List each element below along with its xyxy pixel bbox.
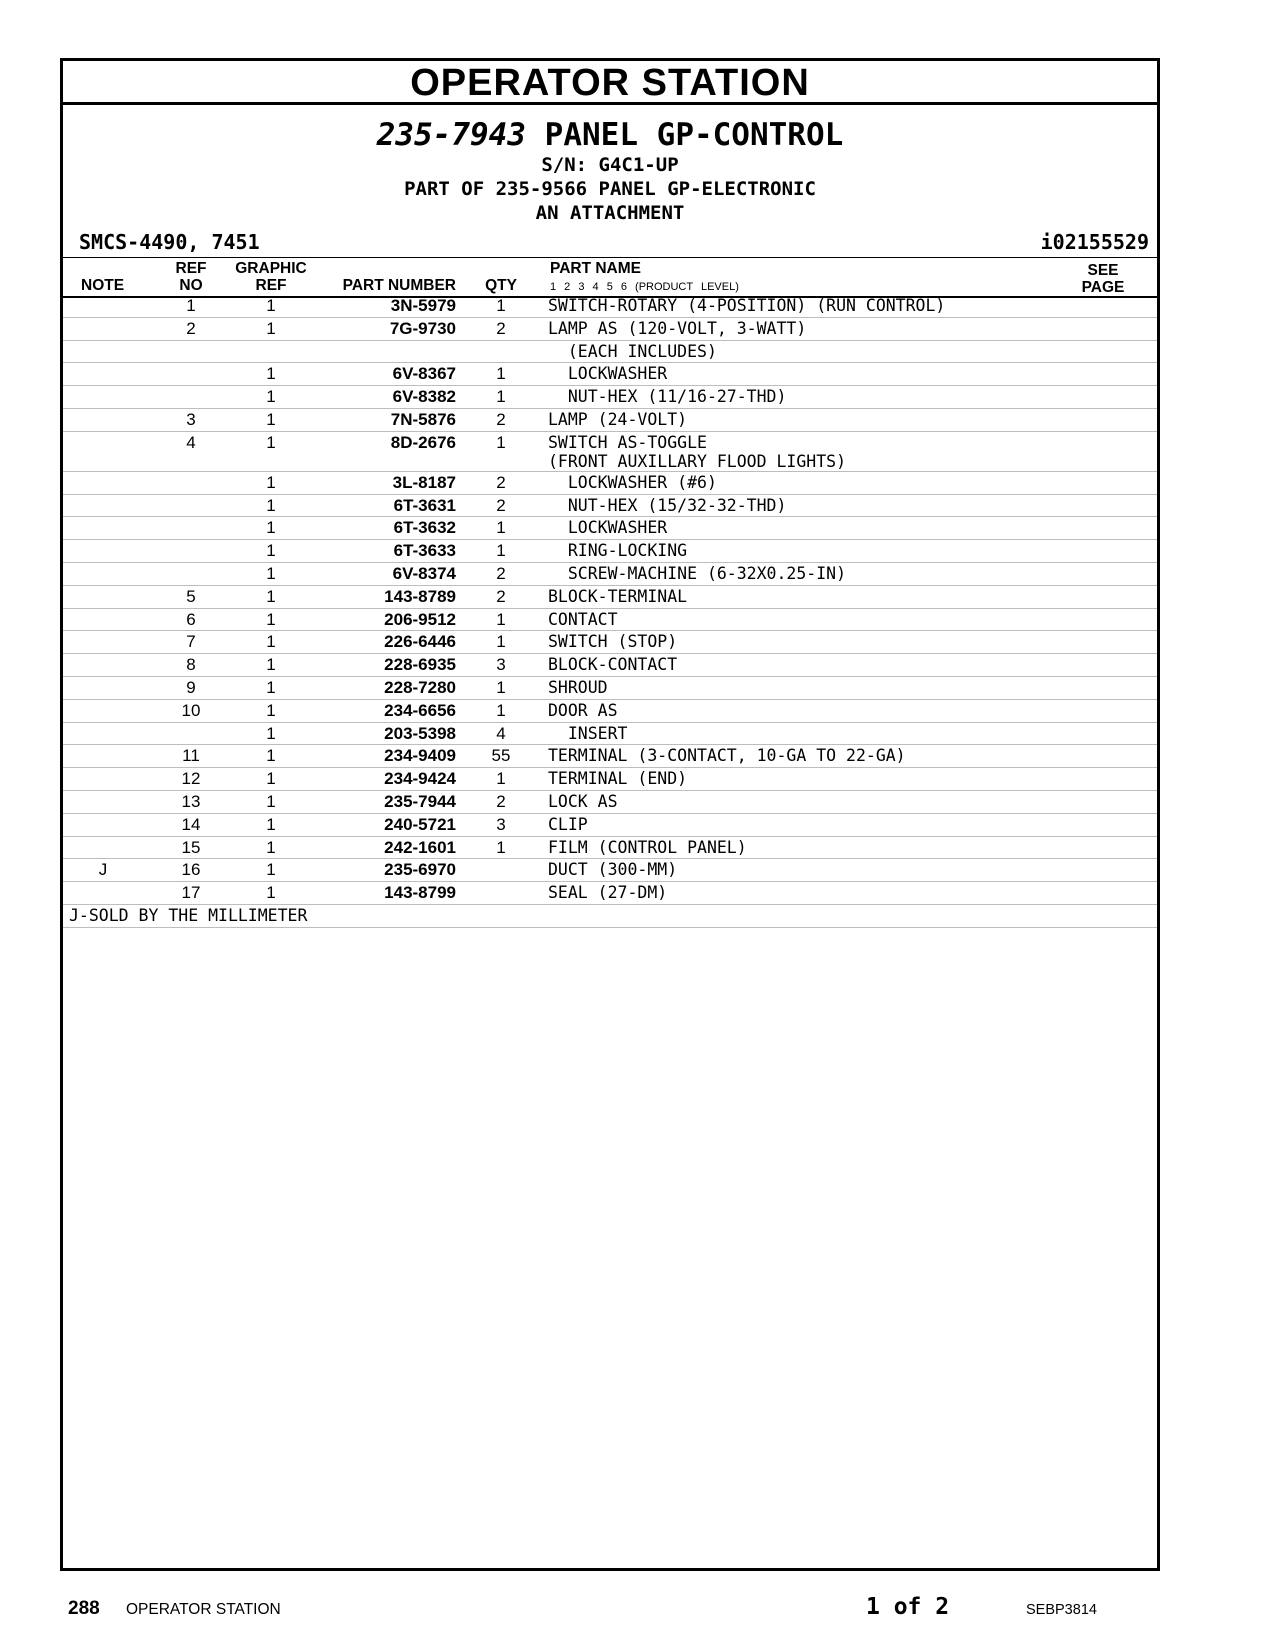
part-number-cell: 235-7944 — [384, 791, 456, 811]
ref-no-cell: 11 — [182, 746, 200, 766]
part-number-cell: 8D-2676 — [390, 432, 456, 452]
col-ref-no: REF NO — [175, 260, 207, 294]
graphic-ref-cell: 1 — [266, 472, 276, 492]
table-row — [63, 363, 1157, 386]
ref-no-cell: 2 — [186, 318, 196, 338]
qty-cell: 1 — [496, 364, 506, 384]
graphic-ref-cell: 1 — [266, 791, 276, 811]
part-name-cell: SEAL (27-DM) — [548, 883, 668, 903]
part-name-cell: FILM (CONTROL PANEL) — [548, 837, 747, 857]
graphic-ref-cell: 1 — [266, 655, 276, 675]
qty-cell: 3 — [496, 814, 506, 834]
qty-cell: 2 — [496, 495, 506, 515]
ref-no-cell: 4 — [186, 432, 196, 452]
part-number-cell: 3L-8187 — [392, 472, 456, 492]
graphic-ref-cell: 1 — [266, 632, 276, 652]
ref-no-cell: 15 — [181, 837, 201, 857]
col-part-name: PART NAME — [550, 260, 641, 277]
part-name-cell: NUT-HEX (11/16-27-THD) — [548, 387, 787, 407]
table-row — [63, 318, 1157, 341]
section-title: OPERATOR STATION — [63, 61, 1157, 105]
smcs-row — [63, 230, 1157, 256]
table-row — [63, 745, 1157, 768]
table-row — [63, 882, 1157, 905]
graphic-ref-cell: 1 — [266, 837, 276, 857]
qty-cell: 2 — [496, 563, 506, 583]
part-name-cell: TERMINAL (3-CONTACT, 10-GA TO 22-GA) — [548, 746, 906, 766]
ref-no-cell: 14 — [181, 814, 201, 834]
part-number-cell: 234-9409 — [384, 746, 456, 766]
table-row — [63, 677, 1157, 700]
qty-cell: 1 — [496, 769, 506, 789]
graphic-ref-cell: 1 — [266, 700, 276, 720]
part-number-cell: 3N-5979 — [390, 296, 456, 315]
graphic-ref-cell: 1 — [266, 409, 276, 429]
part-number-cell: 7N-5876 — [390, 409, 456, 429]
qty-cell: 1 — [496, 632, 506, 652]
part-of-line: PART OF 235-9566 PANEL GP-ELECTRONIC — [404, 178, 816, 200]
qty-cell: 2 — [496, 472, 506, 492]
part-name-cell: SCREW-MACHINE (6-32X0.25-IN) — [548, 563, 847, 583]
part-number-cell: 6V-8367 — [392, 364, 456, 384]
part-header — [63, 117, 1157, 225]
graphic-ref-cell: 1 — [266, 883, 276, 903]
col-product-levels: 1 2 3 4 5 6 (PRODUCT LEVEL) — [550, 281, 739, 293]
ref-no-cell: 5 — [186, 586, 196, 606]
graphic-ref-cell: 1 — [266, 769, 276, 789]
part-name-cell: LOCK AS — [548, 791, 618, 811]
part-name-cell: DUCT (300-MM) — [548, 860, 678, 880]
part-name-cell: BLOCK-CONTACT — [548, 655, 678, 675]
part-name-cell: LOCKWASHER — [548, 518, 668, 538]
part-number-cell: 203-5398 — [384, 723, 456, 743]
ref-no-cell: 13 — [181, 791, 201, 811]
qty-cell: 1 — [496, 432, 506, 452]
part-number-cell: 6T-3632 — [393, 518, 456, 538]
part-name-cell: SWITCH AS-TOGGLE (FRONT AUXILLARY FLOOD LIGHTS) — [548, 432, 847, 471]
qty-cell: 4 — [496, 723, 506, 743]
part-name-cell: (EACH INCLUDES) — [548, 341, 717, 361]
part-number-cell: 6T-3633 — [393, 541, 456, 561]
attachment-line: AN ATTACHMENT — [535, 202, 685, 224]
part-name-cell: LOCKWASHER — [548, 364, 668, 384]
part-number-cell: 226-6446 — [384, 632, 456, 652]
graphic-ref-cell: 1 — [266, 518, 276, 538]
part-number-cell: 228-6935 — [384, 655, 456, 675]
ref-no-cell: 12 — [181, 769, 201, 789]
col-graphic-ref: GRAPHIC REF — [235, 260, 307, 294]
page-footer — [0, 1594, 1275, 1624]
qty-cell: 1 — [496, 609, 506, 629]
part-number-cell: 6V-8374 — [392, 563, 456, 583]
table-row — [63, 814, 1157, 837]
ref-no-cell: 8 — [186, 655, 196, 675]
graphic-ref-cell: 1 — [266, 296, 276, 315]
table-row — [63, 472, 1157, 495]
footer-section: OPERATOR STATION — [126, 1601, 281, 1618]
part-name-cell: CONTACT — [548, 609, 618, 629]
part-number-cell: 228-7280 — [384, 677, 456, 697]
qty-cell: 3 — [496, 655, 506, 675]
ref-no-cell: 10 — [181, 700, 201, 720]
part-name-cell: TERMINAL (END) — [548, 769, 688, 789]
table-row — [63, 563, 1157, 586]
column-headers — [63, 257, 1157, 298]
part-number-cell: 234-6656 — [384, 700, 456, 720]
qty-cell: 55 — [491, 746, 511, 766]
part-number-cell: 240-5721 — [384, 814, 456, 834]
footnote-row — [63, 905, 1157, 928]
part-name-cell: LAMP (24-VOLT) — [548, 409, 688, 429]
table-row — [63, 495, 1157, 518]
qty-cell: 2 — [496, 791, 506, 811]
part-number-cell: 7G-9730 — [389, 318, 456, 338]
qty-cell: 2 — [496, 586, 506, 606]
ref-no-cell: 3 — [186, 409, 196, 429]
col-qty: QTY — [485, 277, 517, 294]
col-note: NOTE — [81, 277, 125, 294]
ref-no-cell: 16 — [181, 860, 201, 880]
part-number-cell: 143-8789 — [384, 586, 456, 606]
parts-table — [63, 295, 1157, 928]
qty-cell: 1 — [496, 677, 506, 697]
graphic-ref-cell: 1 — [266, 541, 276, 561]
part-number-cell: 242-1601 — [384, 837, 456, 857]
table-row — [63, 837, 1157, 860]
part-name-cell: SWITCH-ROTARY (4-POSITION) (RUN CONTROL) — [548, 296, 946, 315]
serial-number: S/N: G4C1-UP — [541, 154, 679, 176]
part-name-cell: NUT-HEX (15/32-32-THD) — [548, 495, 787, 515]
qty-cell: 1 — [496, 296, 506, 315]
footer-doc-code: SEBP3814 — [1026, 1602, 1097, 1618]
qty-cell: 2 — [496, 318, 506, 338]
graphic-ref-cell: 1 — [266, 432, 276, 452]
part-number-cell: 6V-8382 — [392, 387, 456, 407]
graphic-ref-cell: 1 — [266, 318, 276, 338]
document-id: i02155529 — [1040, 230, 1149, 254]
part-number-cell: 143-8799 — [384, 883, 456, 903]
table-row — [63, 409, 1157, 432]
part-number-cell: 206-9512 — [384, 609, 456, 629]
graphic-ref-cell: 1 — [266, 746, 276, 766]
graphic-ref-cell: 1 — [266, 814, 276, 834]
part-name-cell: BLOCK-TERMINAL — [548, 586, 688, 606]
graphic-ref-cell: 1 — [266, 860, 276, 880]
graphic-ref-cell: 1 — [266, 387, 276, 407]
header-part-number: 235-7943 — [376, 117, 526, 153]
table-row — [63, 517, 1157, 540]
part-number-cell: 234-9424 — [384, 769, 456, 789]
table-row — [63, 386, 1157, 409]
table-row — [63, 341, 1157, 364]
part-name-cell: SWITCH (STOP) — [548, 632, 678, 652]
table-row — [63, 654, 1157, 677]
table-row — [63, 723, 1157, 746]
smcs-codes: SMCS-4490, 7451 — [79, 230, 260, 254]
qty-cell: 1 — [496, 700, 506, 720]
graphic-ref-cell: 1 — [266, 364, 276, 384]
footer-page-number: 288 — [68, 1598, 100, 1619]
graphic-ref-cell: 1 — [266, 723, 276, 743]
table-row — [63, 700, 1157, 723]
table-row — [63, 768, 1157, 791]
graphic-ref-cell: 1 — [266, 495, 276, 515]
table-row — [63, 609, 1157, 632]
part-number-cell: 6T-3631 — [393, 495, 456, 515]
part-name-cell: DOOR AS — [548, 700, 618, 720]
graphic-ref-cell: 1 — [266, 563, 276, 583]
part-number-cell: 235-6970 — [384, 860, 456, 880]
graphic-ref-cell: 1 — [266, 677, 276, 697]
footer-page-of: 1 of 2 — [866, 1594, 950, 1620]
ref-no-cell: 1 — [186, 296, 196, 315]
table-row — [63, 791, 1157, 814]
part-name-cell: RING-LOCKING — [548, 541, 688, 561]
table-row — [63, 432, 1157, 472]
col-see-page: SEE PAGE — [1081, 262, 1125, 296]
ref-no-cell: 7 — [186, 632, 196, 652]
ref-no-cell: 9 — [186, 677, 196, 697]
col-part-number: PART NUMBER — [342, 277, 456, 294]
qty-cell: 1 — [496, 518, 506, 538]
page-frame — [60, 58, 1160, 1571]
footnote: J-SOLD BY THE MILLIMETER — [69, 905, 308, 925]
header-part-title: PANEL GP-CONTROL — [544, 117, 844, 153]
part-title-line — [63, 117, 1157, 153]
part-name-cell: INSERT — [548, 723, 628, 743]
qty-cell: 1 — [496, 387, 506, 407]
table-row — [63, 631, 1157, 654]
table-row — [63, 586, 1157, 609]
qty-cell: 1 — [496, 837, 506, 857]
qty-cell: 2 — [496, 409, 506, 429]
qty-cell: 1 — [496, 541, 506, 561]
ref-no-cell: 6 — [186, 609, 196, 629]
part-name-cell: LOCKWASHER (#6) — [548, 472, 717, 492]
graphic-ref-cell: 1 — [266, 586, 276, 606]
part-name-cell: LAMP AS (120-VOLT, 3-WATT) — [548, 318, 807, 338]
graphic-ref-cell: 1 — [266, 609, 276, 629]
part-name-cell: CLIP — [548, 814, 588, 834]
part-name-cell: SHROUD — [548, 677, 608, 697]
note-cell: J — [98, 860, 108, 880]
table-row — [63, 540, 1157, 563]
ref-no-cell: 17 — [181, 883, 201, 903]
table-row — [63, 859, 1157, 882]
table-row — [63, 295, 1157, 318]
